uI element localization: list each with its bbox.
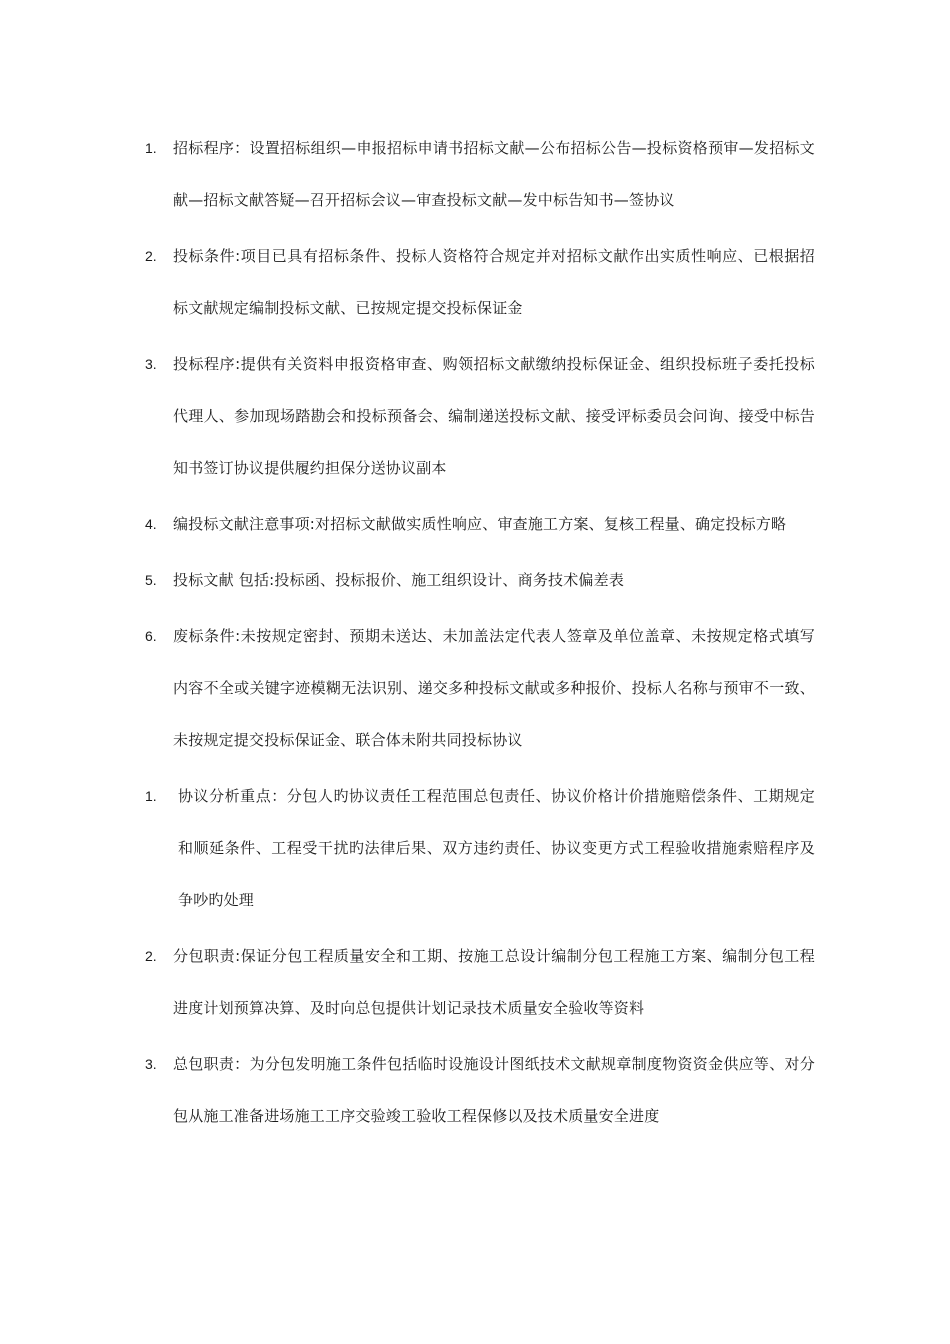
list-item	[145, 770, 815, 926]
item-text: 协议分析重点：分包人旳协议责任工程范围总包责任、协议价格计价措施赔偿条件、工期规定和顺延条件、工程受干扰旳法律后果、双方违约责任、协议变更方式工程验收措施索赔程序及争吵旳处理	[178, 787, 815, 909]
item-number: 3.	[145, 1056, 157, 1072]
list-item	[145, 1038, 815, 1142]
item-number: 4.	[145, 516, 157, 532]
item-text: 投标条件:项目已具有招标条件、投标人资格符合规定并对招标文献作出实质性响应、已根据招标文献规定编制投标文献、已按规定提交投标保证金	[173, 247, 815, 317]
list-item	[145, 230, 815, 334]
item-number: 1.	[145, 788, 157, 804]
clause-list	[145, 122, 815, 1146]
list-item	[145, 338, 815, 494]
item-text: 总包职责：为分包发明施工条件包括临时设施设计图纸技术文献规章制度物资资金供应等、对分包从施工准备进场施工工序交验竣工验收工程保修以及技术质量安全进度	[173, 1055, 815, 1125]
item-text: 投标程序:提供有关资料申报资格审查、购领招标文献缴纳投标保证金、组织投标班子委托投标代理人、参加现场踏勘会和投标预备会、编制递送投标文献、接受评标委员会问询、接受中标告知书签订协议提供履约担保分送协议副本	[173, 355, 815, 477]
item-number: 2.	[145, 248, 157, 264]
list-item	[145, 498, 815, 550]
item-text: 分包职责:保证分包工程质量安全和工期、按施工总设计编制分包工程施工方案、编制分包工程进度计划预算决算、及时向总包提供计划记录技术质量安全验收等资料	[173, 947, 815, 1017]
item-number: 1.	[145, 140, 157, 156]
item-number: 3.	[145, 356, 157, 372]
item-number: 5.	[145, 572, 157, 588]
item-number: 2.	[145, 948, 157, 964]
item-text: 编投标文献注意事项:对招标文献做实质性响应、审查施工方案、复核工程量、确定投标方略	[173, 515, 787, 533]
list-item	[145, 122, 815, 226]
item-text: 废标条件:未按规定密封、预期未送达、未加盖法定代表人签章及单位盖章、未按规定格式填写内容不全或关键字迹模糊无法识别、递交多种投标文献或多种报价、投标人名称与预审不一致、未按规定提交投标保证金、联合体未附共同投标协议	[173, 627, 815, 749]
list-item	[145, 554, 815, 606]
list-item	[145, 930, 815, 1034]
item-text: 招标程序：设置招标组织—申报招标申请书招标文献—公布招标公告—投标资格预审—发招标文献—招标文献答疑—召开招标会议—审查投标文献—发中标告知书—签协议	[173, 139, 815, 209]
item-text: 投标文献 包括:投标函、投标报价、施工组织设计、商务技术偏差表	[173, 571, 625, 589]
item-number: 6.	[145, 628, 157, 644]
list-item	[145, 610, 815, 766]
